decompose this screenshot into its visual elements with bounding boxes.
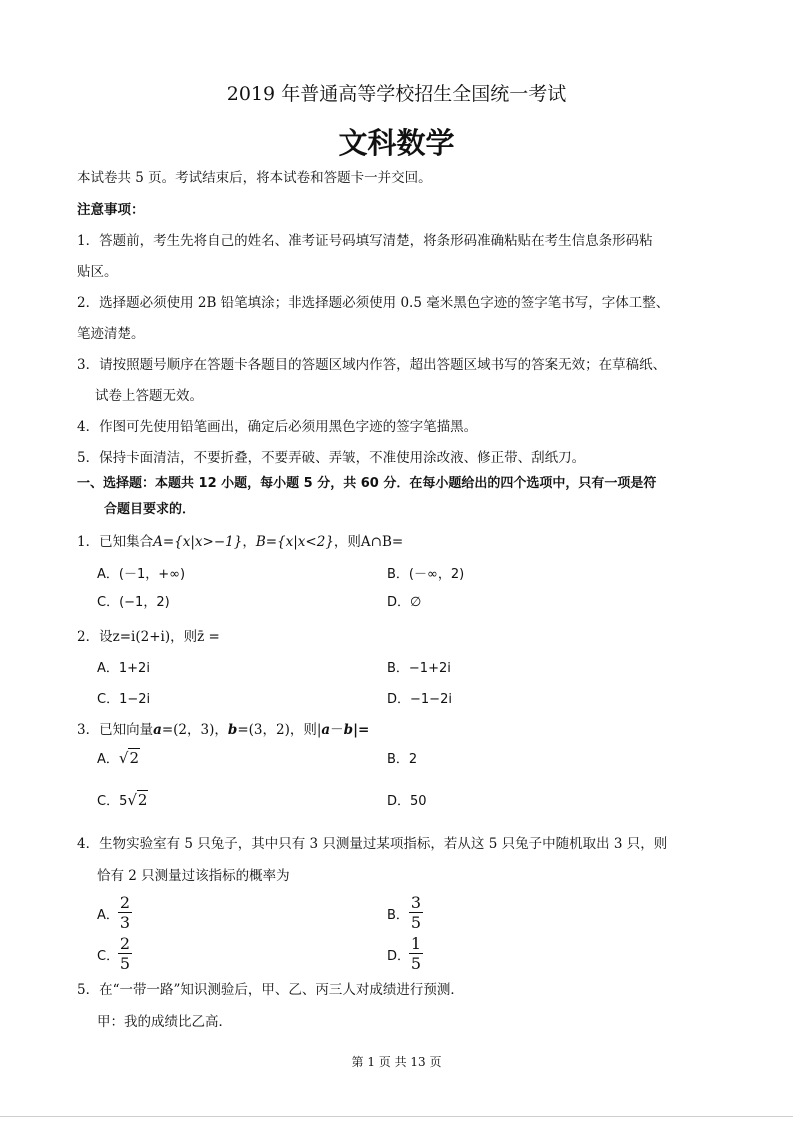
- question-4-option-d-label: D．: [387, 949, 411, 964]
- numerator: 1: [410, 934, 422, 953]
- numerator: 2: [119, 934, 131, 953]
- question-1-stem-tail: ，则A∩B=: [333, 534, 404, 550]
- notice-item-3-line-1: 3．请按照题号顺序在答题卡各题目的答题区域内作答，超出答题区域书写的答案无效；在草稿纸、: [77, 357, 667, 373]
- question-4-option-c-fraction: [118, 935, 132, 972]
- question-4-option-b-label: B．: [387, 908, 409, 923]
- question-3-option-a: [97, 748, 140, 767]
- set-a-expression: A={x|x>−1}: [153, 534, 243, 550]
- question-1-option-b: B．(－∞，2): [387, 567, 465, 582]
- question-5-line-1: 5．在“一带一路”知识测验后，甲、乙、丙三人对成绩进行预测．: [77, 982, 464, 998]
- question-2-option-c: C．1−2i: [97, 692, 151, 707]
- question-3-option-b: B．2: [387, 752, 418, 767]
- question-number: 2．: [77, 629, 100, 645]
- page-footer: 第 1 页 共 13 页: [351, 1055, 442, 1069]
- vector-a: a: [153, 722, 162, 738]
- vector-b-value: =(3，2)，则|: [237, 722, 322, 738]
- vector-b: b: [227, 722, 238, 738]
- subject-title: 文科数学: [338, 126, 455, 160]
- radicand: 2: [129, 749, 140, 767]
- question-4-option-a-label: A．: [97, 908, 119, 923]
- question-4-option-b-fraction: [409, 894, 423, 931]
- option-label: C．5: [97, 794, 128, 809]
- question-4-option-a-fraction: [118, 894, 132, 931]
- intro-text: 本试卷共 5 页。考试结束后，将本试卷和答题卡一并交回。: [77, 170, 432, 186]
- vector-b: b: [343, 722, 354, 738]
- notice-item-1-line-2: 贴区。: [77, 264, 118, 280]
- question-1-stem: [77, 530, 403, 550]
- denominator: 5: [119, 954, 131, 973]
- question-4-option-c-label: C．: [97, 949, 120, 964]
- notice-item-5: 5．保持卡面清洁，不要折叠，不要弄破、弄皱，不准使用涂改液、修正带、刮纸刀。: [77, 450, 586, 466]
- question-5-line-2: 甲：我的成绩比乙高．: [97, 1014, 232, 1030]
- notice-item-2-line-2: 笔迹清楚。: [77, 326, 145, 342]
- numerator: 3: [410, 893, 422, 912]
- question-2-option-d: D．−1−2i: [387, 692, 452, 707]
- question-1-option-d: D．∅: [387, 595, 422, 610]
- question-1-stem-text: 已知集合: [99, 534, 154, 550]
- vector-a: a: [321, 722, 331, 738]
- question-4-line-1: 4．生物实验室有 5 只兔子，其中只有 3 只测量过某项指标，若从这 5 只兔子中随机取出 3 只，则: [77, 836, 668, 852]
- minus-sign: －: [330, 722, 344, 738]
- notice-item-4: 4．作图可先使用铅笔画出，确定后必须用黑色字迹的签字笔描黑。: [77, 419, 478, 435]
- question-4-line-2: 恰有 2 只测量过该指标的概率为: [97, 868, 290, 884]
- denominator: 5: [410, 913, 422, 932]
- question-3-option-c: [97, 790, 148, 809]
- section-1-heading-line-1: 一、选择题：本题共 12 小题，每小题 5 分，共 60 分．在每小题给出的四个选项中，只有一项是符: [77, 476, 657, 491]
- question-4-option-d-fraction: [409, 935, 423, 972]
- notice-item-3-line-2: 试卷上答题无效。: [95, 388, 203, 404]
- denominator: 3: [119, 913, 131, 932]
- question-2-stem: [77, 625, 220, 645]
- option-label: A．: [97, 752, 119, 767]
- notice-heading: 注意事项：: [77, 202, 145, 218]
- question-2-option-b: B．−1+2i: [387, 661, 451, 676]
- question-2-stem-text: 设z=i(2+i)，则z̄ =: [99, 629, 220, 645]
- denominator: 5: [410, 954, 422, 973]
- question-number: 3．: [77, 722, 100, 738]
- section-1-heading-line-2: 合题目要求的．: [104, 502, 196, 517]
- exam-title: 2019 年普通高等学校招生全国统一考试: [226, 83, 567, 105]
- question-2-option-a: A．1+2i: [97, 661, 150, 676]
- question-1-option-a: A．(－1，+∞): [97, 567, 186, 582]
- question-3-stem: [77, 718, 369, 738]
- comma: ，: [242, 534, 256, 550]
- numerator: 2: [119, 893, 131, 912]
- page-bottom-divider: [0, 1116, 793, 1117]
- notice-item-2-line-1: 2．选择题必须使用 2B 铅笔填涂；非选择题必须使用 0.5 毫米黑色字迹的签字笔书写，字体工整、: [77, 295, 670, 311]
- question-number: 1．: [77, 534, 100, 550]
- sqrt-expression: √2: [118, 749, 140, 767]
- question-3-stem-text: 已知向量: [99, 722, 154, 738]
- vector-a-value: =(2，3)，: [161, 722, 228, 738]
- sqrt-expression: √2: [127, 791, 148, 809]
- notice-item-1-line-1: 1．答题前，考生先将自己的姓名、准考证号码填写清楚，将条形码准确粘贴在考生信息条形码粘: [77, 233, 653, 249]
- radicand: 2: [137, 791, 148, 809]
- question-1-option-c: C．(−1，2): [97, 595, 170, 610]
- question-3-option-d: D．50: [387, 794, 427, 809]
- set-b-expression: B={x|x<2}: [255, 534, 334, 550]
- abs-close: |=: [353, 722, 370, 738]
